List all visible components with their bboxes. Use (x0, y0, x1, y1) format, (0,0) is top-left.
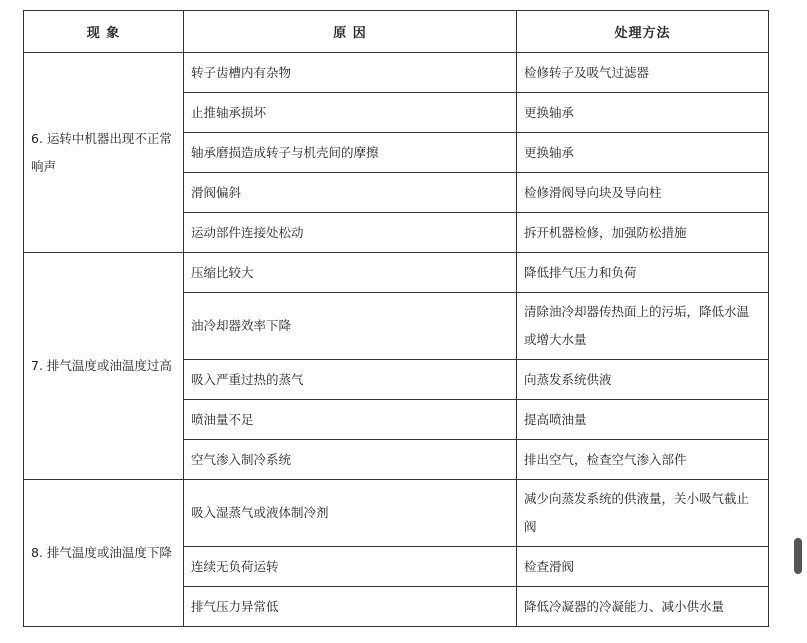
cause-cell: 喷油量不足 (184, 400, 517, 440)
remedy-cell: 检修滑阀导向块及导向柱 (517, 173, 769, 213)
table-header-row (24, 11, 769, 53)
remedy-cell: 提高喷油量 (517, 400, 769, 440)
cause-cell: 转子齿槽内有杂物 (184, 53, 517, 93)
cause-cell: 吸入湿蒸气或液体制冷剂 (184, 480, 517, 547)
phenomenon-cell: 7. 排气温度或油温度过高 (24, 253, 184, 480)
remedy-cell: 降低排气压力和负荷 (517, 253, 769, 293)
header-remedy: 处理方法 (517, 11, 769, 53)
remedy-cell: 向蒸发系统供液 (517, 360, 769, 400)
table-row (24, 253, 769, 293)
cause-cell: 空气渗入制冷系统 (184, 440, 517, 480)
phenomenon-cell: 8. 排气温度或油温度下降 (24, 480, 184, 627)
cause-cell: 轴承磨损造成转子与机壳间的摩擦 (184, 133, 517, 173)
remedy-cell: 更换轴承 (517, 93, 769, 133)
cause-cell: 止推轴承损坏 (184, 93, 517, 133)
cause-cell: 吸入严重过热的蒸气 (184, 360, 517, 400)
phenomenon-cell: 6. 运转中机器出现不正常响声 (24, 53, 184, 253)
header-cause: 原 因 (184, 11, 517, 53)
table-row (24, 480, 769, 547)
cause-cell: 油冷却器效率下降 (184, 293, 517, 360)
cause-cell: 运动部件连接处松动 (184, 213, 517, 253)
remedy-cell: 检查滑阀 (517, 547, 769, 587)
header-phenomenon: 现 象 (24, 11, 184, 53)
remedy-cell: 更换轴承 (517, 133, 769, 173)
remedy-cell: 检修转子及吸气过滤器 (517, 53, 769, 93)
cause-cell: 压缩比较大 (184, 253, 517, 293)
cause-cell: 连续无负荷运转 (184, 547, 517, 587)
remedy-cell: 拆开机器检修，加强防松措施 (517, 213, 769, 253)
remedy-cell: 清除油冷却器传热面上的污垢，降低水温或增大水量 (517, 293, 769, 360)
remedy-cell: 降低冷凝器的冷凝能力、减小供水量 (517, 587, 769, 627)
table-row (24, 53, 769, 93)
troubleshooting-table (23, 10, 769, 627)
remedy-cell: 排出空气，检查空气渗入部件 (517, 440, 769, 480)
remedy-cell: 减少向蒸发系统的供液量，关小吸气截止阀 (517, 480, 769, 547)
scrollbar-thumb[interactable] (794, 538, 802, 574)
cause-cell: 滑阀偏斜 (184, 173, 517, 213)
cause-cell: 排气压力异常低 (184, 587, 517, 627)
